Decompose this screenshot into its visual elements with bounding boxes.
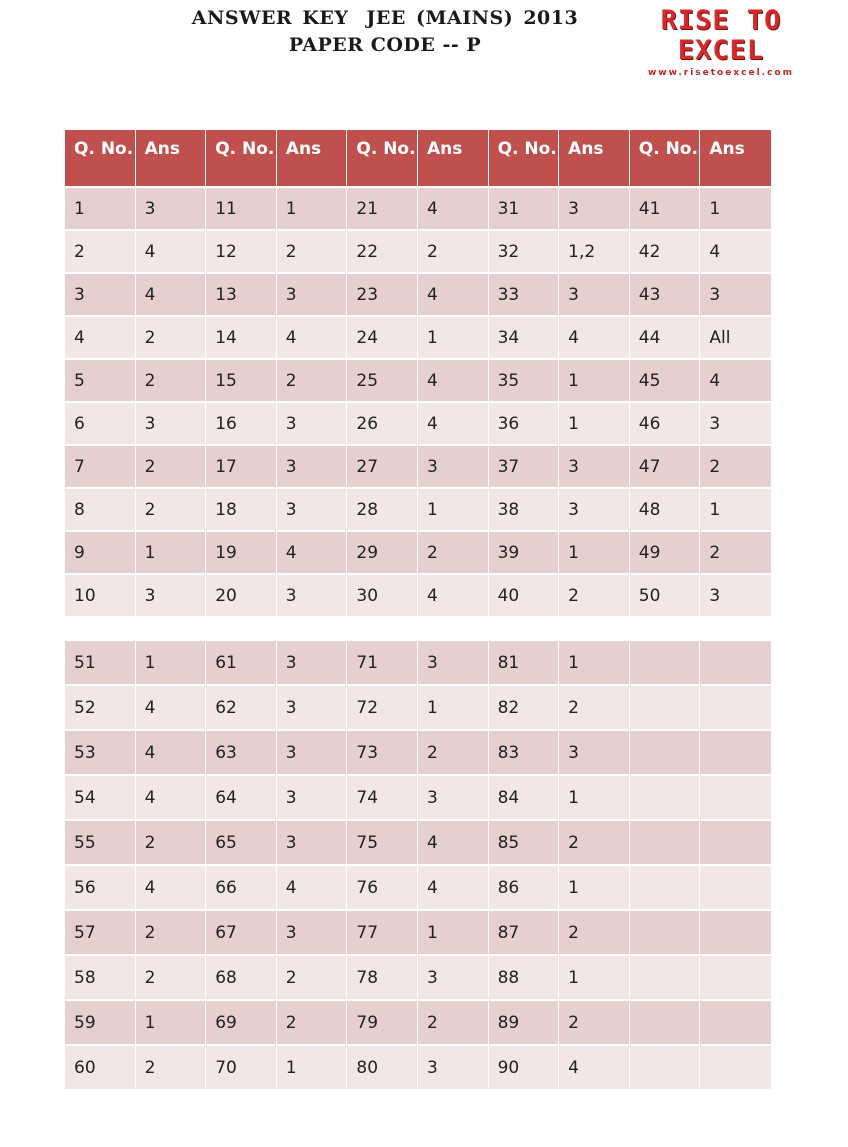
answer-cell: 1 — [559, 956, 630, 1001]
header-answer: Ans — [277, 130, 348, 188]
answer-cell: 2 — [700, 446, 771, 489]
question-number-cell: 32 — [489, 231, 560, 274]
paper-code: PAPER CODE -- P — [288, 34, 482, 56]
question-number-cell: 69 — [206, 1001, 277, 1046]
question-number-cell: 31 — [489, 188, 560, 231]
question-number-cell: 40 — [489, 575, 560, 618]
answer-cell: 4 — [136, 231, 207, 274]
question-number-cell: 38 — [489, 489, 560, 532]
question-number-cell: 7 — [65, 446, 136, 489]
question-number-cell — [630, 866, 701, 911]
table-row — [65, 489, 771, 532]
question-number-cell: 62 — [206, 686, 277, 731]
answer-cell — [700, 1046, 771, 1091]
answer-cell: 1 — [418, 489, 489, 532]
question-number-cell: 12 — [206, 231, 277, 274]
question-number-cell: 74 — [347, 776, 418, 821]
answer-cell: 1 — [136, 641, 207, 686]
answer-cell: 4 — [418, 866, 489, 911]
question-number-cell: 29 — [347, 532, 418, 575]
answer-cell — [700, 821, 771, 866]
table-row — [65, 188, 771, 231]
question-number-cell: 26 — [347, 403, 418, 446]
answer-cell: 4 — [277, 866, 348, 911]
answer-cell: 4 — [136, 776, 207, 821]
question-number-cell — [630, 686, 701, 731]
question-number-cell: 5 — [65, 360, 136, 403]
question-number-cell — [630, 776, 701, 821]
question-number-cell: 55 — [65, 821, 136, 866]
answer-cell: 1 — [418, 911, 489, 956]
answer-cell: 1 — [418, 686, 489, 731]
answer-cell: 2 — [559, 575, 630, 618]
answer-cell — [700, 911, 771, 956]
answer-cell: 2 — [136, 1046, 207, 1091]
answer-cell: 1 — [700, 489, 771, 532]
question-number-cell: 71 — [347, 641, 418, 686]
question-number-cell: 24 — [347, 317, 418, 360]
question-number-cell: 10 — [65, 575, 136, 618]
question-number-cell: 53 — [65, 731, 136, 776]
question-number-cell: 27 — [347, 446, 418, 489]
answer-cell: 1,2 — [559, 231, 630, 274]
question-number-cell: 83 — [489, 731, 560, 776]
header-question-number: Q. No. — [630, 130, 701, 188]
question-number-cell: 49 — [630, 532, 701, 575]
question-number-cell: 14 — [206, 317, 277, 360]
answer-cell: 2 — [136, 360, 207, 403]
answer-cell: 3 — [277, 686, 348, 731]
answer-cell: 3 — [418, 956, 489, 1001]
answer-cell: 3 — [418, 446, 489, 489]
table-row — [65, 532, 771, 575]
answer-cell — [700, 1001, 771, 1046]
question-number-cell: 75 — [347, 821, 418, 866]
answer-cell: 2 — [418, 731, 489, 776]
answer-cell: 2 — [136, 956, 207, 1001]
table-body — [65, 188, 771, 618]
question-number-cell: 36 — [489, 403, 560, 446]
question-number-cell: 16 — [206, 403, 277, 446]
question-number-cell: 61 — [206, 641, 277, 686]
answer-cell: 2 — [136, 317, 207, 360]
table-body — [65, 641, 771, 1091]
question-number-cell: 42 — [630, 231, 701, 274]
question-number-cell: 66 — [206, 866, 277, 911]
answer-cell: 1 — [136, 1001, 207, 1046]
answer-cell: 4 — [418, 188, 489, 231]
question-number-cell: 35 — [489, 360, 560, 403]
answer-cell: 3 — [277, 641, 348, 686]
answer-cell: 3 — [277, 403, 348, 446]
answer-cell: 2 — [418, 1001, 489, 1046]
header-answer: Ans — [559, 130, 630, 188]
question-number-cell: 28 — [347, 489, 418, 532]
answer-cell: 3 — [136, 188, 207, 231]
answer-cell: 3 — [700, 575, 771, 618]
question-number-cell — [630, 1001, 701, 1046]
answer-cell: 2 — [136, 821, 207, 866]
question-number-cell: 64 — [206, 776, 277, 821]
answer-cell: 1 — [277, 188, 348, 231]
question-number-cell: 3 — [65, 274, 136, 317]
answer-cell: 1 — [559, 641, 630, 686]
question-number-cell: 73 — [347, 731, 418, 776]
question-number-cell: 8 — [65, 489, 136, 532]
brand-logo — [613, 6, 829, 79]
answer-cell: 4 — [700, 360, 771, 403]
answer-cell: 4 — [136, 866, 207, 911]
question-number-cell: 54 — [65, 776, 136, 821]
question-number-cell: 15 — [206, 360, 277, 403]
header-question-number: Q. No. — [489, 130, 560, 188]
header-question-number: Q. No. — [347, 130, 418, 188]
question-number-cell: 87 — [489, 911, 560, 956]
table-row — [65, 956, 771, 1001]
question-number-cell: 41 — [630, 188, 701, 231]
question-number-cell: 52 — [65, 686, 136, 731]
question-number-cell: 85 — [489, 821, 560, 866]
answer-cell: 2 — [559, 911, 630, 956]
question-number-cell: 2 — [65, 231, 136, 274]
answer-cell: 3 — [277, 731, 348, 776]
answer-cell: 3 — [136, 575, 207, 618]
answer-cell: 4 — [136, 274, 207, 317]
table-header-row — [65, 130, 771, 188]
question-number-cell: 37 — [489, 446, 560, 489]
table-row — [65, 231, 771, 274]
table-row — [65, 1046, 771, 1091]
title-line — [150, 4, 620, 32]
question-number-cell: 47 — [630, 446, 701, 489]
answer-cell: 2 — [277, 956, 348, 1001]
question-number-cell: 23 — [347, 274, 418, 317]
header-question-number: Q. No. — [206, 130, 277, 188]
question-number-cell — [630, 641, 701, 686]
question-number-cell: 43 — [630, 274, 701, 317]
question-number-cell: 79 — [347, 1001, 418, 1046]
question-number-cell: 78 — [347, 956, 418, 1001]
answer-cell: 3 — [277, 489, 348, 532]
question-number-cell: 4 — [65, 317, 136, 360]
question-number-cell: 19 — [206, 532, 277, 575]
table-row — [65, 403, 771, 446]
answer-cell: 2 — [559, 1001, 630, 1046]
header-answer: Ans — [700, 130, 771, 188]
answer-cell: 2 — [418, 532, 489, 575]
answer-cell: 2 — [418, 231, 489, 274]
question-number-cell: 48 — [630, 489, 701, 532]
answer-cell: 3 — [277, 446, 348, 489]
answer-cell — [700, 731, 771, 776]
brand-website: www.risetoexcel.com — [647, 68, 794, 78]
answer-cell: 4 — [277, 317, 348, 360]
table-row — [65, 1001, 771, 1046]
question-number-cell: 67 — [206, 911, 277, 956]
question-number-cell: 68 — [206, 956, 277, 1001]
answer-cell: 1 — [559, 403, 630, 446]
question-number-cell: 76 — [347, 866, 418, 911]
question-number-cell: 44 — [630, 317, 701, 360]
table-row — [65, 821, 771, 866]
answer-cell: 1 — [559, 866, 630, 911]
answer-cell: 2 — [277, 231, 348, 274]
answer-cell: 4 — [559, 317, 630, 360]
answer-cell: 2 — [277, 1001, 348, 1046]
question-number-cell: 11 — [206, 188, 277, 231]
answer-cell: 2 — [559, 686, 630, 731]
answer-cell: 4 — [136, 731, 207, 776]
question-number-cell: 13 — [206, 274, 277, 317]
question-number-cell: 21 — [347, 188, 418, 231]
answer-cell: All — [700, 317, 771, 360]
answer-cell: 3 — [700, 274, 771, 317]
table-row — [65, 911, 771, 956]
table-row — [65, 317, 771, 360]
question-number-cell: 6 — [65, 403, 136, 446]
answer-cell: 4 — [418, 274, 489, 317]
answer-cell: 3 — [559, 446, 630, 489]
question-number-cell: 65 — [206, 821, 277, 866]
question-number-cell: 77 — [347, 911, 418, 956]
answer-cell: 3 — [700, 403, 771, 446]
answer-cell: 3 — [559, 274, 630, 317]
answer-cell — [700, 641, 771, 686]
table-row — [65, 575, 771, 618]
answer-cell — [700, 866, 771, 911]
answer-cell: 3 — [277, 821, 348, 866]
answer-cell: 4 — [418, 403, 489, 446]
answer-cell: 4 — [418, 575, 489, 618]
question-number-cell — [630, 911, 701, 956]
brand-name: RISE TO EXCEL — [660, 5, 782, 66]
answer-cell: 4 — [418, 821, 489, 866]
table-row — [65, 776, 771, 821]
answer-cell: 3 — [277, 776, 348, 821]
question-number-cell: 20 — [206, 575, 277, 618]
question-number-cell: 1 — [65, 188, 136, 231]
answer-cell: 3 — [277, 274, 348, 317]
answer-cell: 1 — [559, 532, 630, 575]
answer-cell: 1 — [559, 360, 630, 403]
question-number-cell — [630, 1046, 701, 1091]
question-number-cell: 39 — [489, 532, 560, 575]
answer-cell: 3 — [559, 188, 630, 231]
answer-cell — [700, 956, 771, 1001]
answer-cell — [700, 776, 771, 821]
question-number-cell: 9 — [65, 532, 136, 575]
question-number-cell: 25 — [347, 360, 418, 403]
answer-cell: 2 — [136, 489, 207, 532]
answer-cell: 3 — [136, 403, 207, 446]
question-number-cell: 60 — [65, 1046, 136, 1091]
table-row — [65, 866, 771, 911]
question-number-cell: 88 — [489, 956, 560, 1001]
question-number-cell: 30 — [347, 575, 418, 618]
question-number-cell: 58 — [65, 956, 136, 1001]
answer-cell: 2 — [277, 360, 348, 403]
question-number-cell: 45 — [630, 360, 701, 403]
answer-cell: 1 — [700, 188, 771, 231]
answer-cell: 3 — [277, 911, 348, 956]
answer-cell — [700, 686, 771, 731]
question-number-cell: 63 — [206, 731, 277, 776]
question-number-cell: 59 — [65, 1001, 136, 1046]
table-row — [65, 360, 771, 403]
question-number-cell: 90 — [489, 1046, 560, 1091]
table-row — [65, 641, 771, 686]
question-number-cell — [630, 956, 701, 1001]
answer-cell: 3 — [277, 575, 348, 618]
answer-cell: 2 — [136, 446, 207, 489]
question-number-cell: 80 — [347, 1046, 418, 1091]
answer-table-bottom — [65, 641, 771, 1091]
header-answer: Ans — [136, 130, 207, 188]
question-number-cell: 50 — [630, 575, 701, 618]
answer-cell: 3 — [559, 489, 630, 532]
answer-cell: 4 — [277, 532, 348, 575]
table-row — [65, 686, 771, 731]
header-question-number: Q. No. — [65, 130, 136, 188]
table-row — [65, 731, 771, 776]
question-number-cell: 86 — [489, 866, 560, 911]
question-number-cell: 18 — [206, 489, 277, 532]
answer-cell: 2 — [559, 821, 630, 866]
answer-table-top — [65, 130, 771, 618]
header-answer: Ans — [418, 130, 489, 188]
question-number-cell — [630, 821, 701, 866]
question-number-cell: 89 — [489, 1001, 560, 1046]
answer-cell: 4 — [136, 686, 207, 731]
answer-cell: 3 — [418, 641, 489, 686]
question-number-cell: 70 — [206, 1046, 277, 1091]
answer-cell: 4 — [559, 1046, 630, 1091]
answer-cell: 4 — [418, 360, 489, 403]
table-row — [65, 446, 771, 489]
answer-cell: 3 — [559, 731, 630, 776]
answer-cell: 4 — [700, 231, 771, 274]
answer-cell: 1 — [418, 317, 489, 360]
answer-cell: 2 — [136, 911, 207, 956]
question-number-cell — [630, 731, 701, 776]
question-number-cell: 81 — [489, 641, 560, 686]
question-number-cell: 56 — [65, 866, 136, 911]
question-number-cell: 57 — [65, 911, 136, 956]
question-number-cell: 17 — [206, 446, 277, 489]
answer-cell: 1 — [277, 1046, 348, 1091]
answer-key-label: ANSWER KEY — [191, 7, 349, 29]
question-number-cell: 34 — [489, 317, 560, 360]
question-number-cell: 46 — [630, 403, 701, 446]
table-row — [65, 274, 771, 317]
answer-cell: 1 — [559, 776, 630, 821]
question-number-cell: 72 — [347, 686, 418, 731]
question-number-cell: 22 — [347, 231, 418, 274]
exam-name: JEE (MAINS) 2013 — [366, 7, 579, 29]
document-title — [150, 4, 620, 58]
question-number-cell: 33 — [489, 274, 560, 317]
question-number-cell: 51 — [65, 641, 136, 686]
question-number-cell: 84 — [489, 776, 560, 821]
answer-cell: 3 — [418, 776, 489, 821]
answer-cell: 2 — [700, 532, 771, 575]
answer-cell: 1 — [136, 532, 207, 575]
question-number-cell: 82 — [489, 686, 560, 731]
answer-cell: 3 — [418, 1046, 489, 1091]
